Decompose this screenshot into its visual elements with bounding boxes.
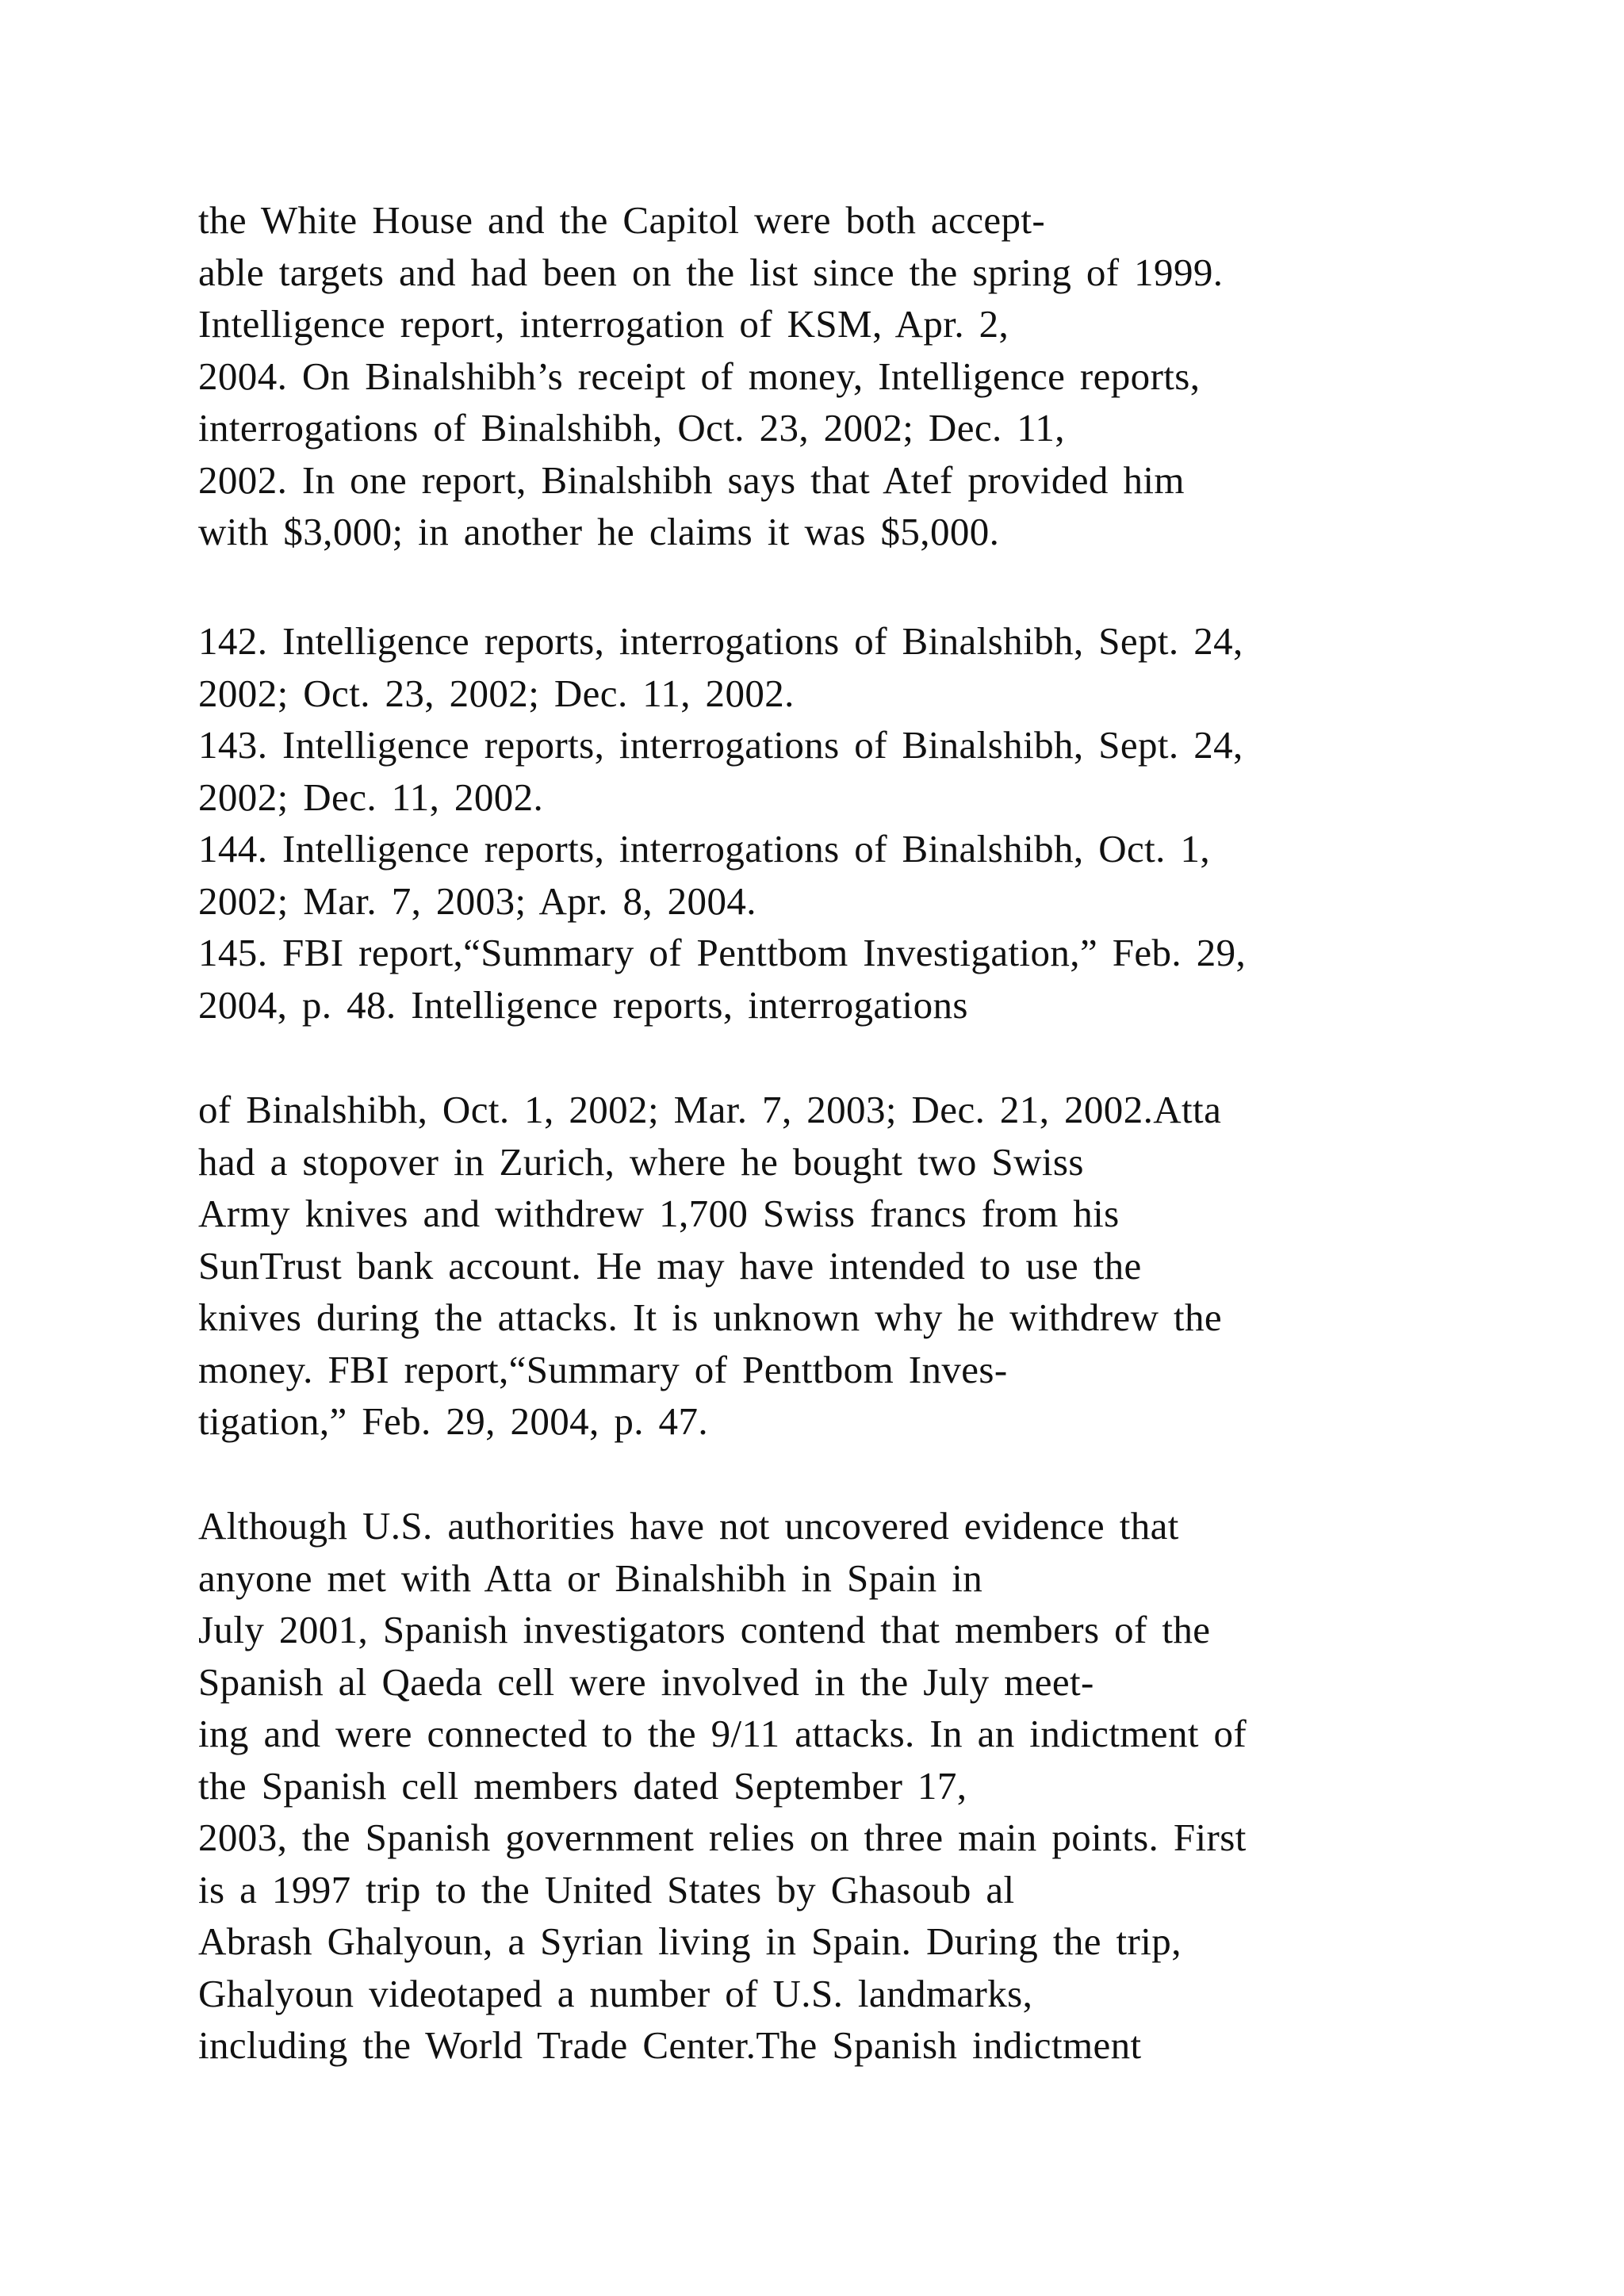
- text-line: with $3,000; in another he claims it was $5,000.: [198, 510, 1000, 553]
- text-line: interrogations of Binalshibh, Oct. 23, 2002; Dec. 11,: [198, 406, 1065, 450]
- paragraph-footnote-145-continued: [198, 1084, 1515, 1448]
- text-line: the White House and the Capitol were both accept-: [198, 198, 1046, 242]
- text-line: 2003, the Spanish government relies on three main points. First: [198, 1816, 1247, 1859]
- text-line: SunTrust bank account. He may have intended to use the: [198, 1243, 1142, 1288]
- text-line: Army knives and withdrew 1,700 Swiss francs from his: [198, 1192, 1120, 1235]
- text-line: ing and were connected to the 9/11 attacks. In an indictment of: [198, 1712, 1247, 1755]
- footnote-144-line: 2002; Mar. 7, 2003; Apr. 8, 2004.: [198, 878, 756, 923]
- paragraph-footnote-141-continued: [198, 194, 1515, 558]
- text-line: July 2001, Spanish investigators contend that members of the: [198, 1608, 1211, 1651]
- text-line: including the World Trade Center.The Spanish indictment: [198, 2023, 1142, 2067]
- paragraph-spanish-cell: [198, 1500, 1515, 2072]
- text-line: Ghalyoun videotaped a number of U.S. landmarks,: [198, 1971, 1033, 2015]
- text-line: is a 1997 trip to the United States by Ghasoub al: [198, 1867, 1015, 1911]
- text-line: money. FBI report,“Summary of Penttbom Inves-: [198, 1347, 1008, 1391]
- footnotes-142-145: [198, 615, 1515, 1031]
- footnote-142-line: 2002; Oct. 23, 2002; Dec. 11, 2002.: [198, 671, 795, 715]
- text-line: Spanish al Qaeda cell were involved in the July meet-: [198, 1659, 1094, 1704]
- text-line: of Binalshibh, Oct. 1, 2002; Mar. 7, 2003; Dec. 21, 2002.Atta: [198, 1088, 1222, 1131]
- text-line: tigation,” Feb. 29, 2004, p. 47.: [198, 1399, 709, 1443]
- text-line: Although U.S. authorities have not uncovered evidence that: [198, 1504, 1179, 1548]
- text-line: knives during the attacks. It is unknown why he withdrew the: [198, 1295, 1223, 1339]
- footnote-145-line: 2004, p. 48. Intelligence reports, interrogations: [198, 982, 968, 1027]
- text-line: 2002. In one report, Binalshibh says that Atef provided him: [198, 457, 1185, 502]
- footnote-143-line: 143. Intelligence reports, interrogations of Binalshibh, Sept. 24,: [198, 723, 1243, 767]
- text-line: had a stopover in Zurich, where he bought two Swiss: [198, 1139, 1084, 1184]
- footnote-144-line: 144. Intelligence reports, interrogations of Binalshibh, Oct. 1,: [198, 827, 1210, 871]
- footnote-142-line: 142. Intelligence reports, interrogations of Binalshibh, Sept. 24,: [198, 619, 1243, 663]
- footnote-145-line: 145. FBI report,“Summary of Penttbom Investigation,” Feb. 29,: [198, 931, 1247, 974]
- text-line: Abrash Ghalyoun, a Syrian living in Spain. During the trip,: [198, 1919, 1182, 1963]
- text-line: able targets and had been on the list since the spring of 1999.: [198, 250, 1224, 294]
- text-line: 2004. On Binalshibh’s receipt of money, Intelligence reports,: [198, 354, 1201, 398]
- text-line: the Spanish cell members dated September 17,: [198, 1763, 967, 1808]
- text-line: anyone met with Atta or Binalshibh in Spain in: [198, 1556, 983, 1600]
- text-line: Intelligence report, interrogation of KSM, Apr. 2,: [198, 302, 1009, 346]
- footnote-143-line: 2002; Dec. 11, 2002.: [198, 775, 544, 819]
